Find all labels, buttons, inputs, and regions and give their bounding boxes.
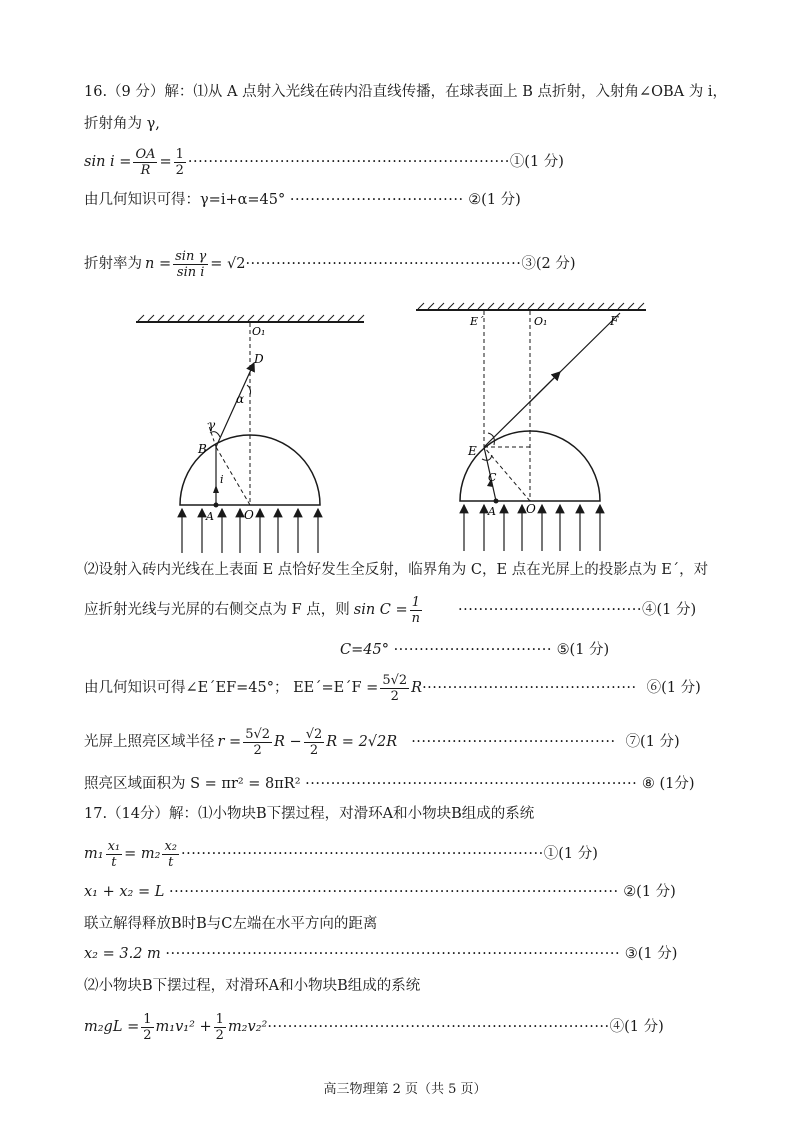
q16-part2-line2: 应折射光线与光屏的右侧交点为 F 点，则 sin C = $\frac{1}{n}$ ···································· ④(1 分) [84, 594, 697, 626]
q16-part2-line1: ⑵设射入砖内光线在上表面 E 点恰好发生全反射，临界角为 C，E 点在光屏上的投影点为 E´，对 [84, 562, 709, 578]
label-A: A [206, 510, 214, 523]
q17-eq1: m₁ $\frac{\text{x₁}}{t}$ = m₂ $\frac{\text{x₂}}{t}$ ······································································· ①(1 分) [84, 838, 598, 870]
q17-part2-line: ⑵小物块B下摆过程，对滑环A和小物块B组成的系统 [84, 978, 421, 994]
label-D: D [254, 352, 264, 366]
label-O: O [526, 502, 536, 516]
eq1-fraction-1: $\frac{OA}{R}$ [135, 146, 156, 178]
eq5-score: ⑤(1 分) [556, 642, 610, 658]
eq8-score: ⑧ (1分) [641, 776, 695, 792]
eq1-score: ①(1 分) [509, 154, 564, 170]
label-O: O [244, 508, 254, 522]
eq4-fraction: $\frac{1}{n}$ [411, 594, 421, 626]
eq7-score: ⑦(1 分) [625, 734, 680, 750]
q17-eq3: x₂ = 3.2 m ························································································· ③(1 分) [84, 946, 678, 962]
q17-eq1-score: ①(1 分) [543, 846, 598, 862]
eq3-fraction: $\frac{\text{sin γ}}{\text{sin i}}$ [175, 248, 207, 280]
q17-eq3-score: ③(1 分) [624, 946, 678, 962]
q16-eq2: 由几何知识可得：γ=i+α=45° ·································· ②(1 分) [84, 192, 521, 208]
eq1-lhs: sin i = [84, 154, 132, 170]
label-E-prime: E´ [470, 315, 484, 328]
figure-left-hemisphere [130, 305, 370, 555]
q16-eq3: 折射率为 n = $\frac{\text{sin γ}}{\text{sin i}}$ = √2 ······················································ ③(2 分) [84, 248, 576, 280]
label-B: B [198, 442, 207, 456]
label-C: C [488, 471, 497, 484]
label-A: A [488, 505, 496, 518]
eq2-score: ②(1 分) [468, 192, 521, 208]
label-O1: O₁ [252, 325, 266, 338]
q17-eq4: m₂gL = $\frac{1}{2}$ m₁v₁² + $\frac{1}{2}$ m₂v₂² ··································································· ④(1 分) [84, 1011, 664, 1043]
q16-eq5: C=45° ······························· ⑤(1 分) [340, 642, 610, 658]
label-gamma: γ [208, 418, 216, 432]
label-O1: O₁ [534, 315, 548, 328]
q17-eq4-score: ④(1 分) [609, 1019, 664, 1035]
figure-right-hemisphere [410, 295, 660, 555]
eq6-score: ⑥(1 分) [646, 680, 701, 696]
q17-intro: 17.（14分）解：⑴小物块B下摆过程，对滑环A和小物块B组成的系统 [84, 806, 535, 822]
q16-intro-line2: 折射角为 γ, [84, 116, 160, 132]
label-E: E [468, 444, 477, 458]
eq1-fraction-2: $\frac{1}{2}$ [175, 146, 184, 178]
q17-join-line: 联立解得释放B时B与C左端在水平方向的距离 [84, 916, 378, 932]
q16-eq1: sin i = $\frac{OA}{R}$ = $\frac{1}{2}$ ······························································· ①(1 分) [84, 146, 564, 178]
q16-intro-line1: 16.（9 分）解：⑴从 A 点射入光线在砖内沿直线传播，在球表面上 B 点折射，入射角∠OBA 为 i， [84, 84, 727, 100]
label-alpha: α [236, 392, 245, 406]
label-i: i [220, 473, 224, 486]
q16-eq7: 光屏上照亮区域半径 r = $\frac{5√2}{2}$ R − $\frac{√2}{2}$ R = 2√2R ········································ ⑦(1 分) [84, 726, 680, 758]
eq3-score: ③(2 分) [521, 256, 576, 272]
q17-eq2-score: ②(1 分) [623, 884, 676, 900]
q16-eq8: 照亮区域面积为 S = πr² = 8πR² ································································· ⑧ (1分) [84, 776, 695, 792]
eq4-score: ④(1 分) [641, 602, 697, 618]
label-F: F [610, 314, 619, 328]
eq6-fraction: $\frac{5√2}{2}$ [382, 672, 408, 704]
q16-eq6: 由几何知识可得∠E´EF=45°； EE´=E´F = $\frac{5√2}{2}$ R ·········································· ⑥(1 分) [84, 672, 701, 704]
page-footer: 高三物理第 2 页（共 5 页） [323, 1082, 487, 1097]
q17-eq2: x₁ + x₂ = L ························································································ ②(1 分) [84, 884, 676, 900]
